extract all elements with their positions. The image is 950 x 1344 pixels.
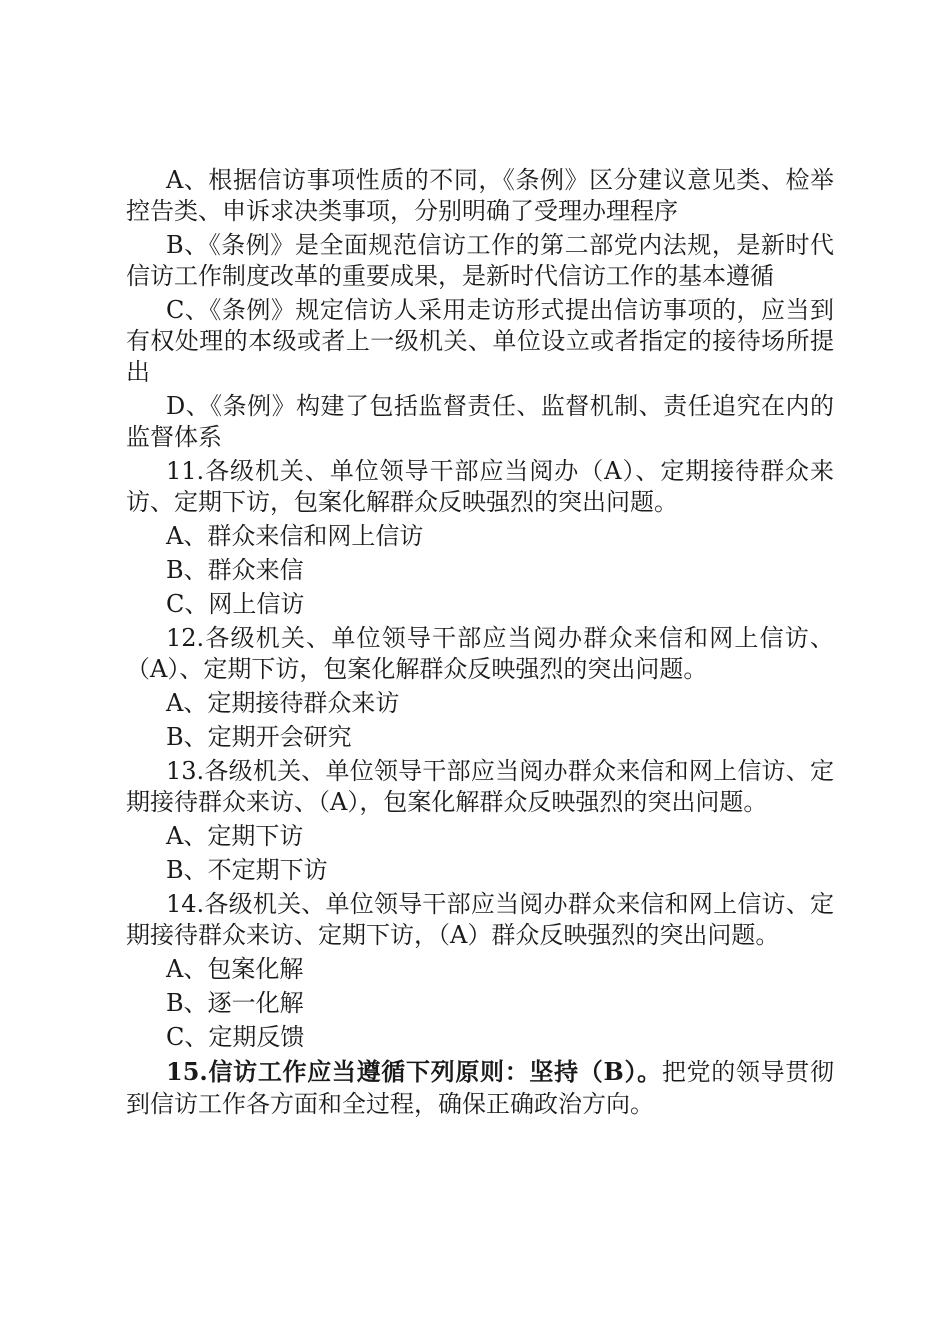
option-text: B、《条例》是全面规范信访工作的第二部党内法规，是新时代信访工作制度改革的重要成果，是新时代信访工作的基本遵循 bbox=[126, 231, 834, 290]
option-text: A、群众来信和网上信访 bbox=[166, 522, 424, 550]
option-text: C、网上信访 bbox=[166, 590, 305, 618]
option-text: C、《条例》规定信访人采用走访形式提出信访事项的，应当到有权处理的本级或者上一级机关、单位设立或者指定的接待场所提出 bbox=[126, 296, 834, 386]
question-14: 14.各级机关、单位领导干部应当阅办群众来信和网上信访、定期接待群众来访、定期下访，（A）群众反映强烈的突出问题。 bbox=[126, 890, 834, 949]
option-text: D、《条例》构建了包括监督责任、监督机制、责任追究在内的监督体系 bbox=[126, 392, 834, 451]
question-12: 12.各级机关、单位领导干部应当阅办群众来信和网上信访、（A）、定期下访，包案化解群众反映强烈的突出问题。 bbox=[126, 624, 834, 683]
option-text: B、定期开会研究 bbox=[166, 723, 352, 751]
question-15-bold: 15.信访工作应当遵循下列原则：坚持（B）。 bbox=[166, 1057, 662, 1086]
option-text: A、定期接待群众来访 bbox=[166, 689, 400, 717]
option-text: B、群众来信 bbox=[166, 556, 304, 584]
question-13: 13.各级机关、单位领导干部应当阅办群众来信和网上信访、定期接待群众来访、（A），包案化解群众反映强烈的突出问题。 bbox=[126, 757, 834, 816]
question-15-normal: 把党的领导贯彻到信访工作各方面和全过程，确保正确政治方向。 bbox=[126, 1058, 835, 1118]
option-text: B、不定期下访 bbox=[166, 856, 328, 884]
option-text: C、定期反馈 bbox=[166, 1023, 305, 1051]
question-15 bbox=[126, 1056, 834, 1120]
option-text: A、包案化解 bbox=[166, 955, 304, 983]
document-page bbox=[126, 165, 834, 1123]
question-11: 11.各级机关、单位领导干部应当阅办（A）、定期接待群众来访、定期下访，包案化解群众反映强烈的突出问题。 bbox=[126, 457, 834, 516]
option-text: A、定期下访 bbox=[166, 822, 304, 850]
option-text: A、根据信访事项性质的不同，《条例》区分建议意见类、检举控告类、申诉求决类事项，分别明确了受理办理程序 bbox=[126, 166, 834, 225]
option-text: B、逐一化解 bbox=[166, 989, 304, 1017]
